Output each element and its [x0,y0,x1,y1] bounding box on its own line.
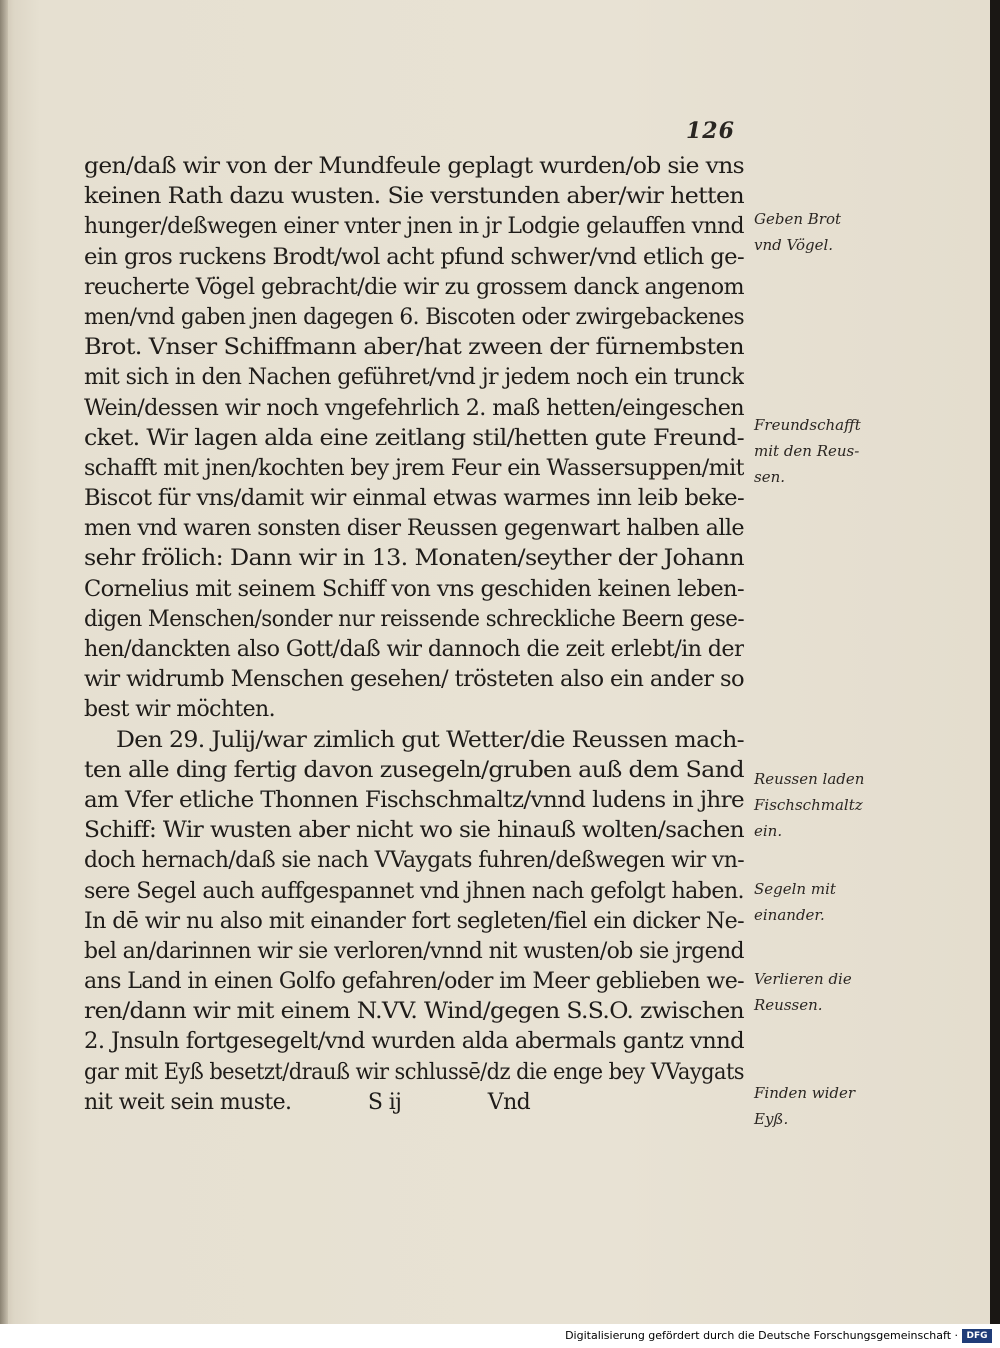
text-line: reucherte Vögel gebracht/die wir zu grossem danck angenom [84,274,744,300]
text-line-paragraph-start: Den 29. Julij/war zimlich gut Wetter/die Reussen mach- [116,727,744,753]
text-line: men/vnd gaben jnen dagegen 6. Biscoten oder zwirgebackenes [84,304,744,330]
text-line: bel an/darinnen wir sie verloren/vnnd nit wusten/ob sie jrgend [84,938,744,964]
marginal-line: vnd Vögel. [754,236,834,254]
marginal-line: Reussen. [754,996,823,1014]
marginal-line: ein. [754,822,783,840]
marginal-line: Reussen laden [754,770,865,788]
marginal-line: einander. [754,906,825,924]
text-line: ren/dann wir mit einem N.VV. Wind/gegen S.S.O. zwischen [84,999,744,1025]
text-line: hen/danckten also Gott/daß wir dannoch die zeit erlebt/in der [84,637,744,662]
text-line: cket. Wir lagen alda eine zeitlang stil/hetten gute Freund- [84,425,744,451]
marginal-line: mit den Reus- [754,442,860,460]
text-line: In dē wir nu also mit einander fort segleten/fiel ein dicker Ne- [84,908,744,934]
text-line: schafft mit jnen/kochten bey jrem Feur ein Wassersuppen/mit [84,455,744,481]
marginal-note-bread-birds [754,206,904,258]
text-line: wir widrumb Menschen gesehen/ trösteten also ein ander so [84,667,744,693]
funding-credit: Digitalisierung gefördert durch die Deutsche Forschungsgemeinschaft · [565,1329,958,1342]
marginal-line: Eyß. [754,1110,789,1128]
text-line: digen Menschen/sonder nur reissende schreckliche Beern gese- [84,606,744,632]
marginal-line: Finden wider [754,1084,856,1102]
marginal-line: Geben Brot [754,210,842,228]
text-line: ein gros ruckens Brodt/wol acht pfund schwer/vnd etlich ge- [84,244,744,270]
catchword: Vnd [487,1089,531,1115]
text-line: gen/daß wir von der Mundfeule geplagt wurden/ob sie vns [84,154,744,179]
text-line: Schiff: Wir wusten aber nicht wo sie hinauß wolten/sachen [84,818,744,844]
text-line-final [84,1088,744,1118]
dfg-logo: DFG [962,1329,992,1343]
text-line: doch hernach/daß sie nach VVaygats fuhren/deßwegen wir vn- [84,848,744,874]
text-line: Wein/dessen wir noch vngefehrlich 2. maß hetten/eingeschen [84,395,744,421]
body-text-block [84,152,744,1118]
marginal-note-lose-russians [754,966,904,1018]
text-line: ten alle ding fertig davon zusegeln/gruben auß dem Sand [84,757,744,783]
marginal-note-ice-again [754,1080,904,1132]
text-line: mit sich in den Nachen geführet/vnd jr jedem noch ein trunck [84,365,744,391]
text-line: men vnd waren sonsten diser Reussen gegenwart halben alle [84,516,744,542]
text-line: Brot. Vnser Schiffmann aber/hat zween der fürnembsten [84,335,744,361]
signature-mark: S ij [367,1089,402,1115]
marginal-line: sen. [754,468,786,486]
marginal-line: Segeln mit [754,880,836,898]
text-line: am Vfer etliche Thonnen Fischschmaltz/vnnd ludens in jhre [84,787,744,813]
marginal-note-fish-fat [754,766,904,844]
marginal-note-sail-together [754,876,904,928]
text-line: Biscot für vns/damit wir einmal etwas warmes inn leib beke- [84,486,744,512]
text-line: Cornelius mit seinem Schiff von vns geschiden keinen leben- [84,576,744,602]
text-line: sehr frölich: Dann wir in 13. Monaten/seyther der Johann [84,546,744,572]
text-line: gar mit Eyß besetzt/drauß wir schlussē/dz die enge bey VVaygats [84,1059,744,1085]
text-line: sere Segel auch auffgespannet vnd jhnen nach gefolgt haben. [84,878,744,904]
marginal-note-friendship [754,412,904,490]
page-number: 126 [686,118,735,144]
footer-bar [0,1324,1000,1348]
text-line: 2. Jnsuln fortgesegelt/vnd wurden alda abermals gantz vnnd [84,1029,744,1055]
text-line: keinen Rath dazu wusten. Sie verstunden aber/wir hetten [84,184,744,210]
marginal-line: Freundschafft [754,416,861,434]
text-line: ans Land in einen Golfo gefahren/oder im Meer geblieben we- [84,969,744,995]
marginal-line: Verlieren die [754,970,852,988]
final-line-text: nit weit sein muste. [84,1089,292,1115]
text-line: hunger/deßwegen einer vnter jnen in jr Lodgie gelauffen vnnd [84,214,744,240]
page-gutter-edge [0,0,8,1324]
text-line: best wir möchten. [84,697,276,723]
marginal-line: Fischschmaltz [754,796,863,814]
